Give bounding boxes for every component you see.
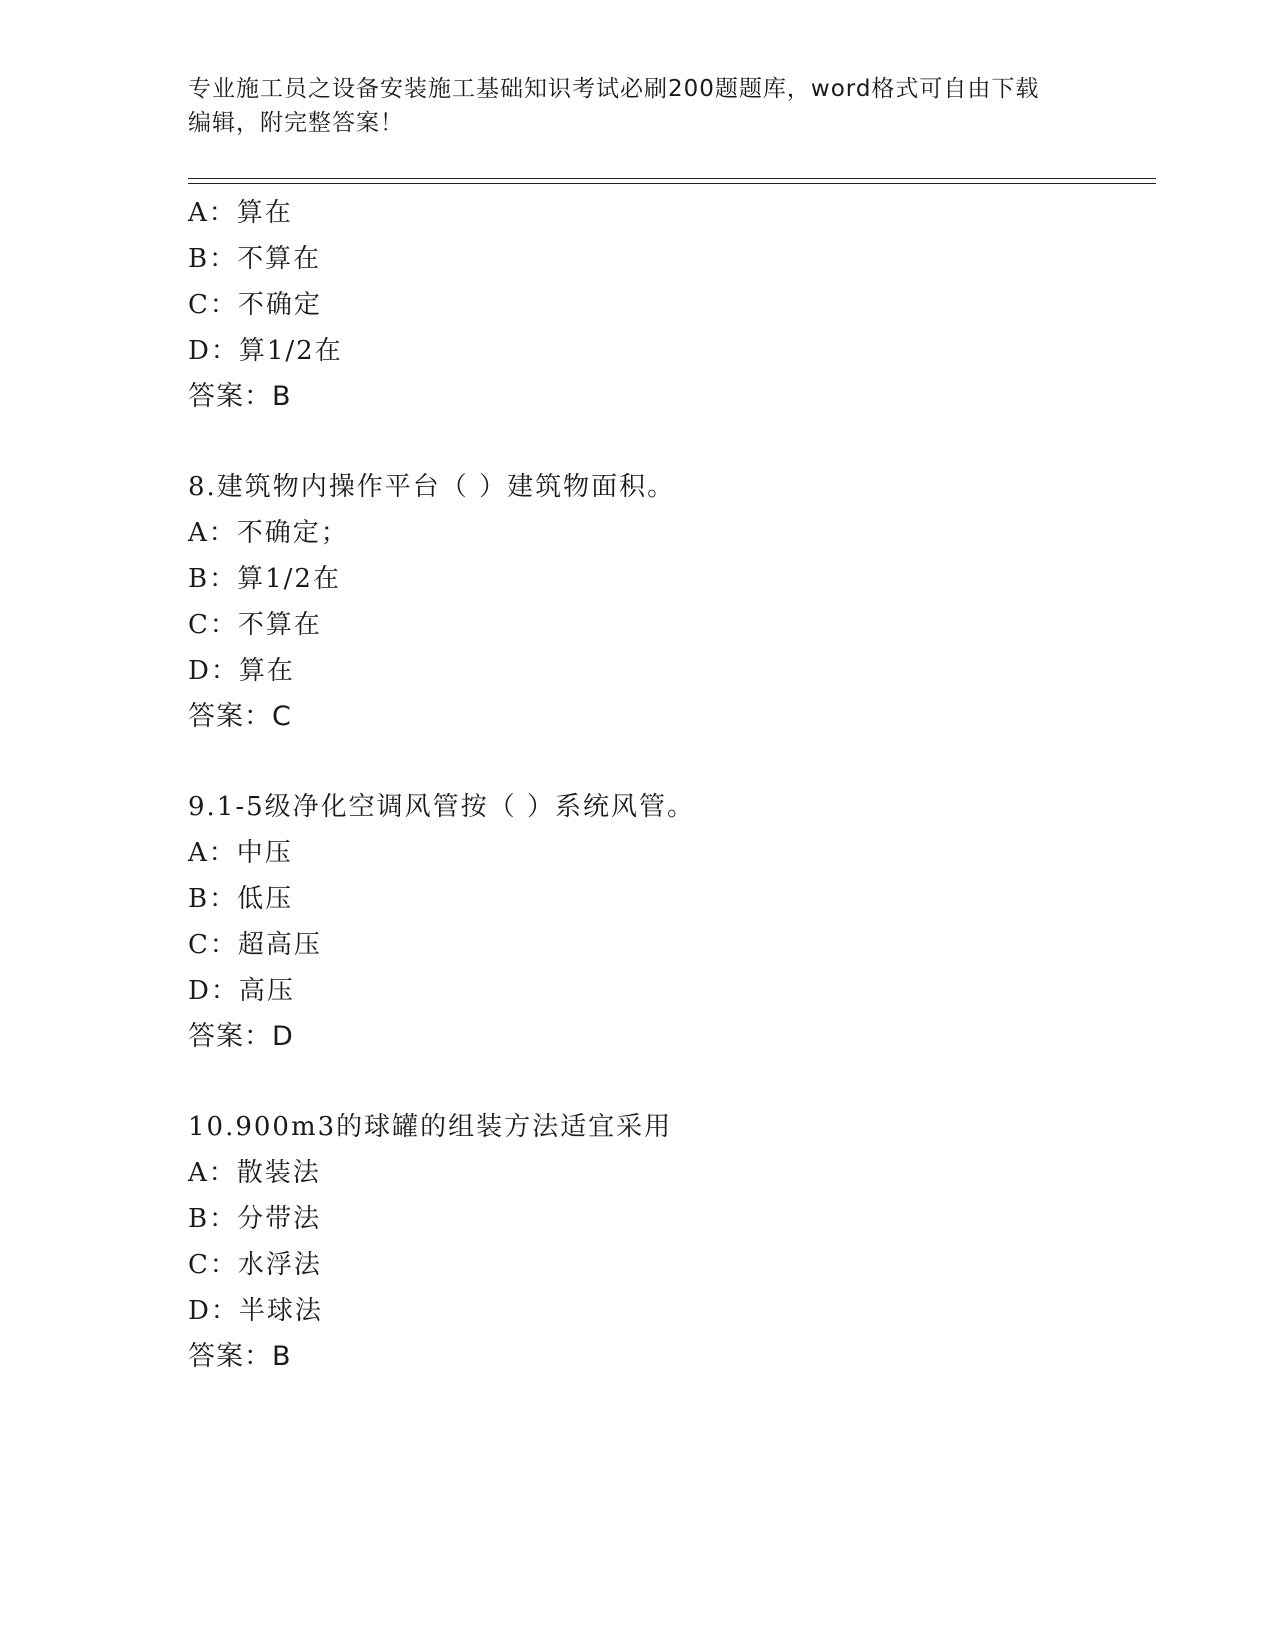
option-c: C：不确定 [188,290,322,320]
option-b: B：不算在 [188,244,322,274]
option-d: D：半球法 [188,1296,323,1326]
document-header [188,72,1088,140]
option-a: A：不确定； [188,518,349,548]
question-block-8 [188,464,1148,740]
answer-line: 答案：B [188,381,292,412]
answer-line: 答案：C [188,701,292,732]
header-title-line-1: 专业施工员之设备安装施工基础知识考试必刷200题题库，word格式可自由下载 [188,76,1040,102]
answer-line: 答案：B [188,1341,292,1372]
question-block-10 [188,1104,1148,1380]
question-stem: 8.建筑物内操作平台（ ）建筑物面积。 [188,472,676,502]
option-b: B：分带法 [188,1204,322,1234]
option-d: D：高压 [188,976,295,1006]
answer-line: 答案：D [188,1021,294,1052]
question-list [188,190,1148,1380]
option-b: B：低压 [188,884,294,914]
question-stem: 9.1-5级净化空调风管按（ ）系统风管。 [188,792,695,822]
option-d: D：算1/2在 [188,336,343,366]
option-a: A：算在 [188,198,293,228]
question-block-partial [188,190,1148,420]
option-b: B：算1/2在 [188,564,341,594]
option-d: D：算在 [188,656,295,686]
header-divider-top [188,178,1156,179]
option-c: C：不算在 [188,610,322,640]
header-divider-bottom [188,183,1156,184]
option-a: A：中压 [188,838,293,868]
question-stem: 10.900m3的球罐的组装方法适宜采用 [188,1112,673,1142]
option-a: A：散装法 [188,1158,321,1188]
option-c: C：水浮法 [188,1250,322,1280]
spacer [188,420,1148,464]
spacer [188,740,1148,784]
header-title-line-2: 编辑，附完整答案！ [188,110,404,136]
spacer [188,1060,1148,1104]
question-block-9 [188,784,1148,1060]
option-c: C：超高压 [188,930,322,960]
